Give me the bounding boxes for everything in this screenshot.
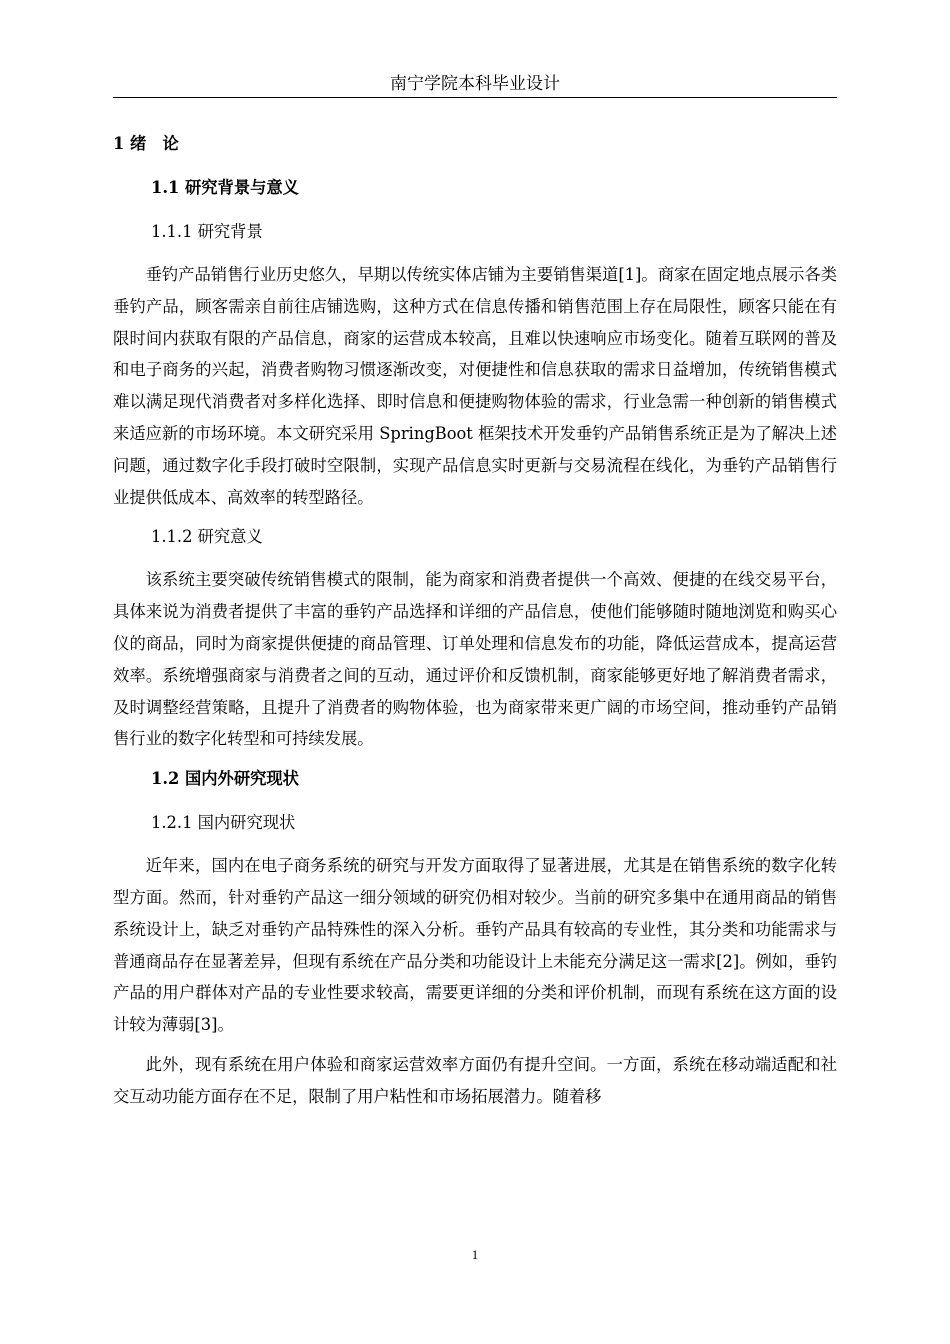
paragraph-domestic-research-2: 此外，现有系统在用户体验和商家运营效率方面仍有提升空间。一方面，系统在移动端适配和社交互动功能方面存在不足，限制了用户粘性和市场拓展潜力。随着移 bbox=[113, 1054, 837, 1106]
subsection-heading-1-2-1: 1.2.1 国内研究现状 bbox=[151, 813, 296, 833]
chapter-title: 1 绪 论 bbox=[113, 134, 179, 153]
page-body bbox=[113, 128, 837, 1113]
header-divider bbox=[113, 97, 837, 98]
page-header: 南宁学院本科毕业设计 bbox=[390, 74, 560, 94]
page-number: 1 bbox=[471, 1247, 479, 1262]
paragraph-domestic-research-1: 近年来，国内在电子商务系统的研究与开发方面取得了显著进展，尤其是在销售系统的数字化转型方面。然而，针对垂钓产品这一细分领域的研究仍相对较少。当前的研究多集中在通用商品的销售系统设计上，缺乏对垂钓产品特殊性的深入分析。垂钓产品具有较高的专业性，其分类和功能需求与普通商品存在显著差异，但现有系统在产品分类和功能设计上未能充分满足这一需求[2]。例如，垂钓产品的用户群体对产品的专业性要求较高，需要更详细的分类和评价机制，而现有系统在这方面的设计较为薄弱[3]。 bbox=[113, 856, 837, 1035]
section-heading-1-1: 1.1 研究背景与意义 bbox=[151, 178, 299, 197]
subsection-heading-1-1-1: 1.1.1 研究背景 bbox=[151, 222, 263, 241]
paragraph-research-significance: 该系统主要突破传统销售模式的限制，能为商家和消费者提供一个高效、便捷的在线交易平台，具体来说为消费者提供了丰富的垂钓产品选择和详细的产品信息，使他们能够随时随地浏览和购买心仪的商品，同时为商家提供便捷的商品管理、订单处理和信息发布的功能，降低运营成本，提高运营效率。系统增强商家与消费者之间的互动，通过评价和反馈机制，商家能够更好地了解消费者需求，及时调整经营策略，且提升了消费者的购物体验，也为商家带来更广阔的市场空间，推动垂钓产品销售行业的数字化转型和可持续发展。 bbox=[113, 570, 837, 749]
subsection-heading-1-1-2: 1.1.2 研究意义 bbox=[151, 527, 263, 547]
section-heading-1-2: 1.2 国内外研究现状 bbox=[151, 769, 299, 789]
paragraph-research-background: 垂钓产品销售行业历史悠久，早期以传统实体店铺为主要销售渠道[1]。商家在固定地点展示各类垂钓产品，顾客需亲自前往店铺选购，这种方式在信息传播和销售范围上存在局限性，顾客只能在有限时间内获取有限的产品信息，商家的运营成本较高，且难以快速响应市场变化。随着互联网的普及和电子商务的兴起，消费者购物习惯逐渐改变，对便捷性和信息获取的需求日益增加，传统销售模式难以满足现代消费者对多样化选择、即时信息和便捷购物体验的需求，行业急需一种创新的销售模式来适应新的市场环境。本文研究采用 SpringBoot 框架技术开发垂钓产品销售系统正是为了解决上述问题，通过数字化手段打破时空限制，实现产品信息实时更新与交易流程在线化，为垂钓产品销售行业提供低成本、高效率的转型路径。 bbox=[113, 265, 837, 507]
